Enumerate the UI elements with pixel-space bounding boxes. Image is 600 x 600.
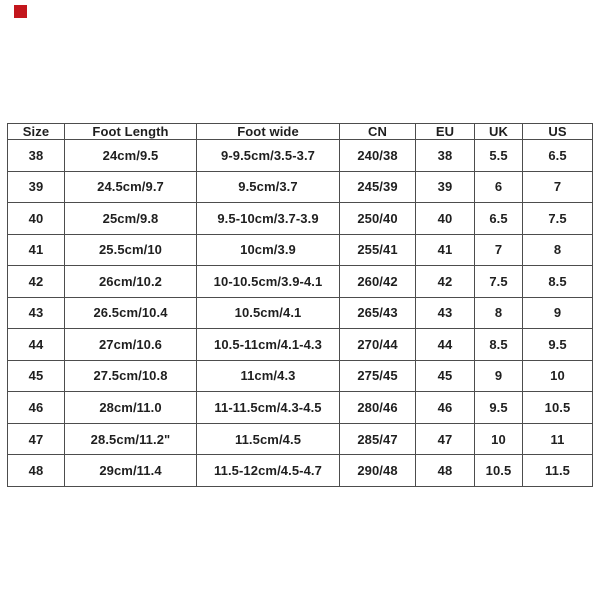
cell: 45 [416,360,475,392]
cell: 10cm/3.9 [197,234,340,266]
cell: 28.5cm/11.2" [65,423,197,455]
size-chart-table [7,123,593,487]
cell: 5.5 [475,140,523,172]
cell: 6.5 [523,140,593,172]
table-row [8,266,593,298]
cell: 245/39 [340,171,416,203]
cell: 10 [475,423,523,455]
cell: 8 [523,234,593,266]
cell: 43 [8,297,65,329]
cell: 29cm/11.4 [65,455,197,487]
table-row [8,171,593,203]
cell: 41 [8,234,65,266]
table-row [8,392,593,424]
cell: 39 [416,171,475,203]
cell: 24.5cm/9.7 [65,171,197,203]
cell: 9.5-10cm/3.7-3.9 [197,203,340,235]
cell: 7 [523,171,593,203]
cell: 24cm/9.5 [65,140,197,172]
table-row [8,423,593,455]
cell: 40 [8,203,65,235]
cell: 11.5-12cm/4.5-4.7 [197,455,340,487]
cell: 7.5 [475,266,523,298]
column-header-uk: UK [475,124,523,140]
cell: 9 [475,360,523,392]
cell: 28cm/11.0 [65,392,197,424]
table-row [8,203,593,235]
cell: 42 [416,266,475,298]
column-header-foot-length: Foot Length [65,124,197,140]
cell: 42 [8,266,65,298]
cell: 280/46 [340,392,416,424]
cell: 39 [8,171,65,203]
cell: 265/43 [340,297,416,329]
cell: 38 [416,140,475,172]
cell: 9-9.5cm/3.5-3.7 [197,140,340,172]
cell: 10.5 [475,455,523,487]
column-header-eu: EU [416,124,475,140]
cell: 9.5 [475,392,523,424]
cell: 48 [416,455,475,487]
table-row [8,329,593,361]
cell: 285/47 [340,423,416,455]
cell: 11-11.5cm/4.3-4.5 [197,392,340,424]
cell: 8.5 [475,329,523,361]
cell: 240/38 [340,140,416,172]
cell: 7 [475,234,523,266]
cell: 41 [416,234,475,266]
cell: 6.5 [475,203,523,235]
cell: 275/45 [340,360,416,392]
cell: 10.5-11cm/4.1-4.3 [197,329,340,361]
column-header-foot-wide: Foot wide [197,124,340,140]
cell: 46 [416,392,475,424]
cell: 46 [8,392,65,424]
cell: 48 [8,455,65,487]
column-header-size: Size [8,124,65,140]
table-body [8,140,593,487]
cell: 9.5 [523,329,593,361]
cell: 11.5 [523,455,593,487]
cell: 43 [416,297,475,329]
cell: 10 [523,360,593,392]
cell: 7.5 [523,203,593,235]
header-row [8,124,593,140]
cell: 9 [523,297,593,329]
table-row [8,455,593,487]
cell: 38 [8,140,65,172]
table-row [8,360,593,392]
cell: 26.5cm/10.4 [65,297,197,329]
cell: 260/42 [340,266,416,298]
cell: 25cm/9.8 [65,203,197,235]
column-header-cn: CN [340,124,416,140]
cell: 8.5 [523,266,593,298]
cell: 270/44 [340,329,416,361]
cell: 47 [416,423,475,455]
cell: 26cm/10.2 [65,266,197,298]
cell: 27cm/10.6 [65,329,197,361]
cell: 255/41 [340,234,416,266]
cell: 11.5cm/4.5 [197,423,340,455]
cell: 8 [475,297,523,329]
red-square-marker [14,5,27,18]
cell: 45 [8,360,65,392]
column-header-us: US [523,124,593,140]
cell: 44 [416,329,475,361]
cell: 290/48 [340,455,416,487]
cell: 47 [8,423,65,455]
cell: 10.5cm/4.1 [197,297,340,329]
cell: 11cm/4.3 [197,360,340,392]
cell: 10.5 [523,392,593,424]
cell: 25.5cm/10 [65,234,197,266]
cell: 11 [523,423,593,455]
cell: 40 [416,203,475,235]
table-row [8,297,593,329]
table-row [8,140,593,172]
table-row [8,234,593,266]
cell: 10-10.5cm/3.9-4.1 [197,266,340,298]
cell: 27.5cm/10.8 [65,360,197,392]
cell: 44 [8,329,65,361]
cell: 6 [475,171,523,203]
cell: 250/40 [340,203,416,235]
cell: 9.5cm/3.7 [197,171,340,203]
